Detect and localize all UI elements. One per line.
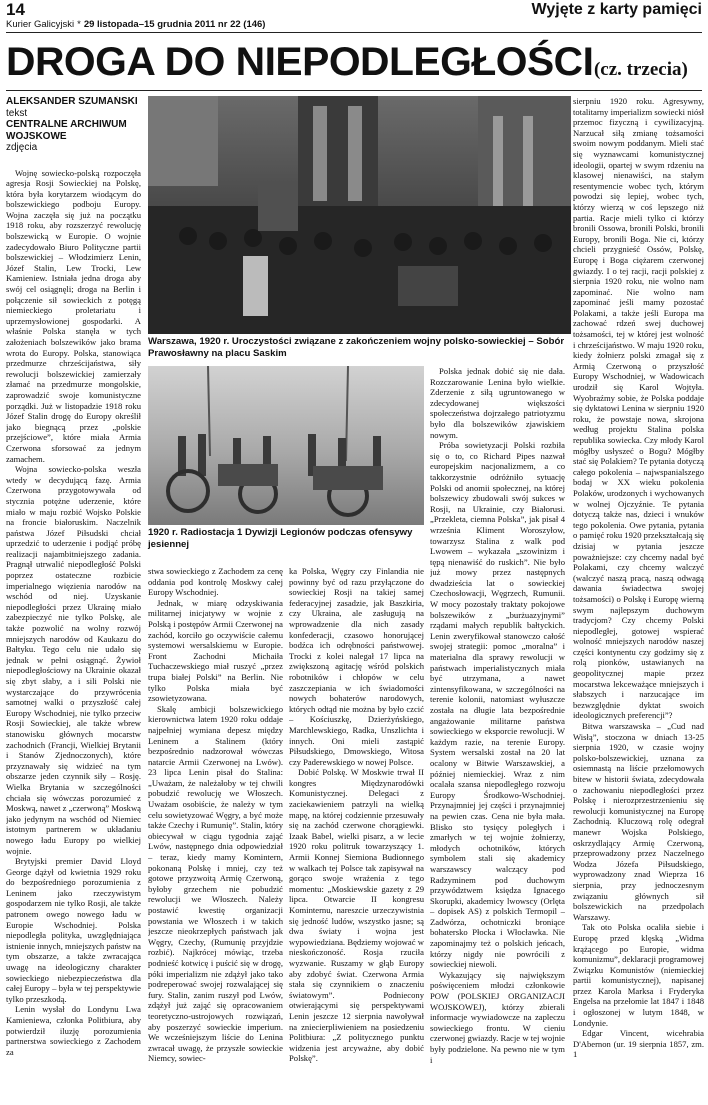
photo-warsaw-ceremony bbox=[148, 96, 571, 334]
photo-caption-1: Warszawa, 1920 r. Uroczystości związane z zakończeniem wojny polsko-sowieckiej – Sobór Prawosławny na placu Saskim bbox=[148, 336, 565, 359]
column-1 bbox=[6, 96, 141, 1102]
photo-warsaw-ceremony-image bbox=[148, 96, 571, 334]
paragraph: stwa sowieckiego z Zachodem za cenę oddania pod kontrolę Moskwy całej Europy Wschodniej. bbox=[148, 566, 283, 598]
column-3 bbox=[289, 566, 424, 1102]
paragraph: Polska jednak dobić się nie dała. Rozczarowanie Lenina było wielkie. Zderzenie z siłą ugruntowanego w zdecydowanej większości społeczeństwa dojrzałego patriotyzmu było dla bolszewików zjawiskiem nowym. bbox=[430, 366, 565, 440]
paragraph: Skalę ambicji bolszewickiego kierownictwa latem 1920 roku oddaje najpełniej wymiana depesz między Leninem a Stalinem (który bezpośrednio nadzorował wówczas natarcie Armii Czerwonej na Lwów). 23 lipca Lenin pisał do Stalina: „Uważam, że należałoby w tej chwili pobudzić rewolucję we Włoszech. Uważam osobiście, że należy w tym celu sowietyzować Węgry, a być może także Czechy i Rumunię”. Stalin, który obiecywał w ciągu tygodnia zająć Lwów, następnego dnia odpowiedział – teraz, kiedy mamy Komintern, pokonaną Polskę i mniej, czy też gotowe przyzwoitą Armię Czerwoną, byłoby grzechem nie pobudzić rewolucji we Włoszech. Należy postawić kwestię organizacji powstania we Włoszech i w takich jeszcze nieokrzepłych państwach jak Węgry, Czechy, (Rumunię przyjdzie rozbić). Najkrócej mówiąc, trzeba podnieść kotwicę i puścić się w drogę, póki imperializm nie zdążył jako tako podreperować swojej rozwalającej się fury. Stalin, zanim ruszył pod Lwów, zdążył już zająć się opracowaniem teoretyczno-ustrojowych rozwiązań, aby poszerzyć sowieckie imperium. We wcześniejszym liście do Lenina zwracał uwagę, że przyszłe sowieckie Niemcy, sowiec- bbox=[148, 703, 283, 1064]
paragraph: Tak oto Polska ocaliła siebie i Europę przed klęską „Widma krążącego po Europie, widma komunizmu”, deklaracji programowej Związku Komunistów (niemieckiej partii komunistycznej), napisanej przez Karola Marksa i Fryderyka Engelsa na przełomie lat 1847 i 1848 i ogłoszonej w lutym 1848, w Londynie. bbox=[573, 922, 704, 1028]
issue-date: 29 listopada–15 grudnia 2011 nr 22 (146) bbox=[83, 19, 266, 30]
paragraph: Brytyjski premier David Lloyd George dążył od kwietnia 1929 roku do bezpośredniego porozumienia z Leninem jako rzeczywistym gospodarzem nie tylko Rosji, ale także patronem owego nowego ładu w Europie Wschodniej. Polska niepodległa polityka, uwzględniająca istnienie innych, mniejszych państw na tym obszarze, a także zwracająca uwagę na ideologiczny charakter sowieckiego niebezpieczeństwa dla całej Europy – była w tej perspektywie tylko przeszkodą. bbox=[6, 856, 141, 1004]
page-header bbox=[6, 2, 702, 33]
issue-info bbox=[6, 19, 265, 30]
newspaper-name: Kurier Galicyjski bbox=[6, 19, 75, 30]
paragraph: ka Polska, Węgry czy Finlandia nie powinny być od razu przyłączone do sowieckiej Rosji na takiej samej federacyjnej zasadzie, jak Baszkiria, czy Ukraina, ale zasługują na wprowadzenie dla nich zasady konfederacji, czasowo honorującej bodźca ich odrębności państwowej. Trocki z kolei nalegał 17 lipca na zwiększoną agitację wśród polskich robotników i chłopów w celu zaszczepiania w ich świadomości nowych bohaterów narodowych, których odtąd nie można by było czcić – Kościuszkę, Dzierżyńskiego, Marchlewskiego, Radka, Unszlichta i innych. Oni mieli zastąpić Piłsudskiego, Dmowskiego, Witosa czy Paderewskiego w nowej Polsce. bbox=[289, 566, 424, 767]
title-rule bbox=[6, 90, 702, 91]
paragraph: Próba sowietyzacji Polski rozbiła się o to, co Richard Pipes nazwał europejskim nacjonalizmem, a co takkorzystnie odróżniło sytuację Polski od anomii społecznej, na której bolszewicy zbudowali swój sukces w Rosji, na Ukrainie, czy Białorusi. „Przekleta, ciemna Polska”, jak pisał 4 września Kliment Woroszyłow, towarzysz Stalina z walk pod Lwowem – wykazała „szowinizm i tępą nienawiść do ruskich”. Nie było już mowy przez następnych dwadzieścia lat o sowieckiej Czechosłowacji, Węgrzech, Rumunii. W mocy pozostały traktaty pokojowe bolszewików z „burżuazyjnymi” rządami małych republik bałtyckich. Lenin zweryfikował stanowczo całość swojej strategii: pomoc „moralna” i materialna dla sprawy rewolucji w państwach imperialistycznych miała być utrzymana, a nawet zintensyfikowana, w szczególności na terenie kolonii, natomiast wyłuszcze została na długie lata bezpośrednie angażowanie militarne państwa sowieckiego w eksporcie rewolucji. W każdym razie, na terenie Europy. System wersalski został na 20 lat ocalony w Bitwie Warszawskiej, a później niemieckiej. Wraz z nim ocalała szansa niepodległego rozwoju Europy Środkowo-Wschodniej. Przynajmniej jej części i przynajmniej na pewien czas. Cena nie była mała. Blisko sto tysięcy poległych i zmarłych w tej wojnie żołnierzy, młodych ochotników, których symbolem stali się akademicy warszawscy walczący pod Radzyminem pod duchowym przywództwem księdza Ignacego Skorupki, akademicy lwowscy (Orlęta – dopisek AS) z polskich Termopil – Zadwórza, ochotniczki broniące bohatersko Płocka i Włocławka. Nie zapominajmy też o polskich jeńcach, którzy nigdy nie powrócili z sowieckiej niewoli. bbox=[430, 440, 565, 970]
photo-radio-station-image bbox=[148, 366, 424, 525]
paragraph: Wojna sowiecko-polska weszła wtedy w decydującą fazę. Armia Czerwona przygotowywała od stycznia potężne uderzenie, które miało w maju rozbić Wojsko Polskie na froncie białoruskim. Naczelnik państwa Józef Piłsudski chciał uprzedzić to uderzenie i podjąć próbę realizacji najambitniejszego zadania. Pragnął utrwalić niepodległość Polski poprzez ostateczne rozbicie imperialnego więzienia narodów na wschód od niej. Uzyskanie niepodległości przez Ukrainę miało zabezpieczyć nie tylko Polskę, ale także pozwolić na wolny rozwój mniejszych narodów od Kaukazu do Bałtyku. Tego celu nie udało się jednak w pełni osiągnąć. Żywioł niepodległościowy na Ukrainie okazał się zbyt słaby, a i sili Polski nie wystarczające do przywrócenia samotnej walki o przyszłość całej Europy Wschodniej, nie tylko przeciw Rosji Sowieckiej, ale także wbrew stanowisku głównych mocarstw zachodnich (Francji, Wielkiej Brytanii i Stanów Zjednoczonych), które przyznawały się widzieć na tym obszarze jeden czynnik siły – Rosję. Wielka Brytania w szczególności chciała się wówczas porozumieć z Moskwą, nawet z „czerwoną” Moskwą jako jedynym na wschód od Niemiec istotnym partnerem w układaniu nowego ładu Europy po wielkiej wojnie. bbox=[6, 464, 141, 856]
paragraph: Wykazujący się największym poświęceniem młodzi członkowie POW (POLSKIEJ ORGANIZACJI WOJSKOWEJ), którzy zbierali informacje wywiadowcze na zapleczu sowieckiego frontu. W cieniu czerwonej gwiazdy. Racje w tej wojnie były podzielone. Na pewno nie w tym i bbox=[430, 969, 565, 1065]
section-title: Wyjęte z karty pamięci bbox=[531, 1, 702, 18]
photo-role: zdjęcia bbox=[6, 142, 38, 153]
paragraph: sierpniu 1920 roku. Agresywny, totalitarny imperializm sowiecki niósł przemoc fizyczną i cywilizacyjną. Narzucał siłą zmianę tożsamości swoim nowym poddanym. Mieli stać się wyznawcami komunistycznej ideologii, opartej w swym rdzeniu na klasowej nienawiści, na stałym resentymencie wobec tych, którym powodzi się lepiej, wobec tych, którzy wierzą w coś lepszego niż partia. Racje mieli tylko ci którzy bronili Ossowa, bronili Polski, bronili Europy, bronili Boga. Nie ci, którzy chcieli przygnieść Ossów, Polskę, Europę i Boga ciężarem czerwonej gwiazdy. I o tej racji, racji polskiej z sierpnia 1920 roku, nie wolno nam zapominać. Nie wolno nam zapominać jeśli mamy pozostać Polakami, a także jeśli Europa ma zachować rdzeń swej duchowej tożsamości, tej w której jest wolność i chrześcijaństwo. W maju 1920 roku, kiedy żołnierz polski zmagał się z Armią Czerwoną o przyszłość Europy Wschodniej, w Wadowicach urodził się Karol Wojtyła. Wyobraźmy sobie, że Polska poddaje się dyktatowi Lenina w sierpniu 1920 roku, że powstaje nowa, skrojona według projektu Stalina polska republika sowiecka. Czy młody Karol mógłby usłyszeć o Bogu? Mógłby stać się Polakiem? Te pytania dotyczą całego pokolenia – najwspanialszego bodaj w XX wieku pokolenia Polaków, urodzonych i wychowanych w wolnej Ojczyźnie. Te pytania dotyczą także nas, dzieci i wnuków tego pokolenia. Owe pytania, pytania o pamięć roku 1920 przekształcają się dzisiaj w pytania jeszcze poważniejsze: czy chcemy nadal być Polakami, czy chcemy walczyć (walczyć naszą pracą, naszą odwagą dawania świadectwa swojej tożsamości) o Polskę i Europę wierną swym najlepszym duchowym tradycjom? Czy chcemy Polski niepodległej, gotowej wspierać wolność mniejszych narodów naszej części kontynentu czy godzimy się z rolą pionków, ustawianych na geopolitycznej mapie przez mocarstwa lekceważące mniejszych i słabszych i narzucające im bezwzględnie dyktat swoich ideologicznych preferencji”? bbox=[573, 96, 704, 721]
article-title-block bbox=[6, 42, 688, 82]
paragraph: Lenin wysłał do Londynu Lwa Kamieniewa, członka Politbiura, aby potwierdził iluzję porozumienia partnerstwa sowieckiego z Zachodem za bbox=[6, 1004, 141, 1057]
photo-caption-2: 1920 r. Radiostacja 1 Dywizji Legionów podczas ofensywy jesiennej bbox=[148, 527, 413, 550]
byline bbox=[6, 96, 141, 154]
photo-source: CENTRALNE ARCHIWUM WOJSKOWE bbox=[6, 119, 127, 142]
column-2 bbox=[148, 566, 283, 1102]
photo-radio-station bbox=[148, 366, 424, 525]
column-5 bbox=[573, 96, 704, 1102]
separator: * bbox=[77, 19, 81, 30]
article-subtitle: (cz. trzecia) bbox=[593, 59, 688, 80]
article-title: DROGA DO NIEPODLEGŁOŚCI bbox=[6, 40, 594, 84]
paragraph: Bitwa warszawska – „Cud nad Wisłą”, stoczona w dniach 13-25 sierpnia 1920, w czasie wojny polsko-bolszewickiej, uznana za osiemnastą na liście przełomowych bitew w historii świata, zdecydowała o zachowaniu niepodległości przez Polskę i nierozprzestrzenieniu się rewolucji komunistycznej na Europę Zachodnią. Kluczową rolę odegrał manewr Wojska Polskiego, oskrzydlający Armię Czerwoną, przeprowadzony przez Naczelnego Wodza Józefa Piłsudskiego, wyprowadzony znad Wieprza 16 sierpnia, przy jednoczesnym związaniu głównych sił bolszewickich na przedpolach Warszawy. bbox=[573, 721, 704, 922]
paragraph: Wojnę sowiecko-polską rozpoczęła agresja Rosji Sowieckiej na Polskę, która była korytarzem wiodącym do bolszewickiego podboju Europy. Wojna zaczęła się już na początku 1918 roku, aby rozszerzyć rewolucję bolszewicką w Europie. O wojnie zadecydowało Biuro Polityczne partii bolszewickiej – Włodzimierz Lenin, Józef Stalin, Lew Trocki, Lew Kamieniew. Istniała jedna droga aby swój cel osiągnęli; droga na Berlin i połączenie sił sowieckich z potęgą niemieckiego proletariatu i uprzemysłowionej gospodarki. A właśnie Polska stanęła w tych założeniach bolszewików jako brama wrota do Europy. Polska, stanowiąca przedmurze chrześcijaństwa, siły rewolucji bolszewickiej zamierzały złamać na przedmurze mongolskie, zaprowadzić swoje komunistyczne porządki. Już w listopadzie 1918 roku Józef Stalin drogę do Europy określił jako biegnącą przez „polskie przejściowe”, które miała Armia Czerwona sforsować za jednym zamachem. bbox=[6, 167, 141, 464]
paragraph: Edgar Vincent, wicehrabia D'Abernon (ur. 19 sierpnia 1857, zm. 1 bbox=[573, 1028, 704, 1060]
author-role: tekst bbox=[6, 107, 28, 119]
paragraph: Dobić Polskę. W Moskwie trwał II kongres Międzynarodówki Komunistycznej. Delegaci z zaciekawieniem patrzyli na wielką mapę, na której codziennie przesuwały się na zachód czerwone chorągiewki. Izaak Babel, wielki pisarz, a w lecie 1920 roku politruk towarzyszący 1. Armii Konnej Siemiona Budionnego w walkach tej Polsce tak zapisywał na gorąco swoje wrażenia z tego momentu: „Moskiewskie gazety z 29 lipca. Otwarcie II kongresu Kominternu, nareszcie urzeczywistnia się jedność ludów, wszystko jasne; są dwa światy i wojna jest wypowiedziana. Będziemy wojować w nieskończoność. Rosja rzuciła wyzwanie. Ruszamy w głąb Europy aby zdobyć świat. Czerwona Armia stała się czynnikiem o znaczeniu światowym”. Podniecony otwierającymi się perspektywami Lenin jeszcze 12 sierpnia nawoływał na zniecierpliwieniem na posiedzeniu Politbiura: „Z politycznego punktu widzenia jest arcyważne, aby dobić Polskę”. bbox=[289, 767, 424, 1064]
page-number: 14 bbox=[6, 0, 25, 19]
paragraph: Jednak, w miarę odzyskiwania militarnej inicjatywy w wojnie z Polską i postępów Armii Czerwonej na zachód, korciło go oczywiście całemu systemowi wersalskiemu w Europie. Front Zachodni Michaiła Tuchaczewskiego miał ruszyć „przez trupa białej Polski” na Berlin. Nie tylko Polska miała być zsowietyzowana. bbox=[148, 597, 283, 704]
author-name: ALEKSANDER SZUMAŃSKI bbox=[6, 96, 138, 107]
column-4 bbox=[430, 366, 565, 1102]
